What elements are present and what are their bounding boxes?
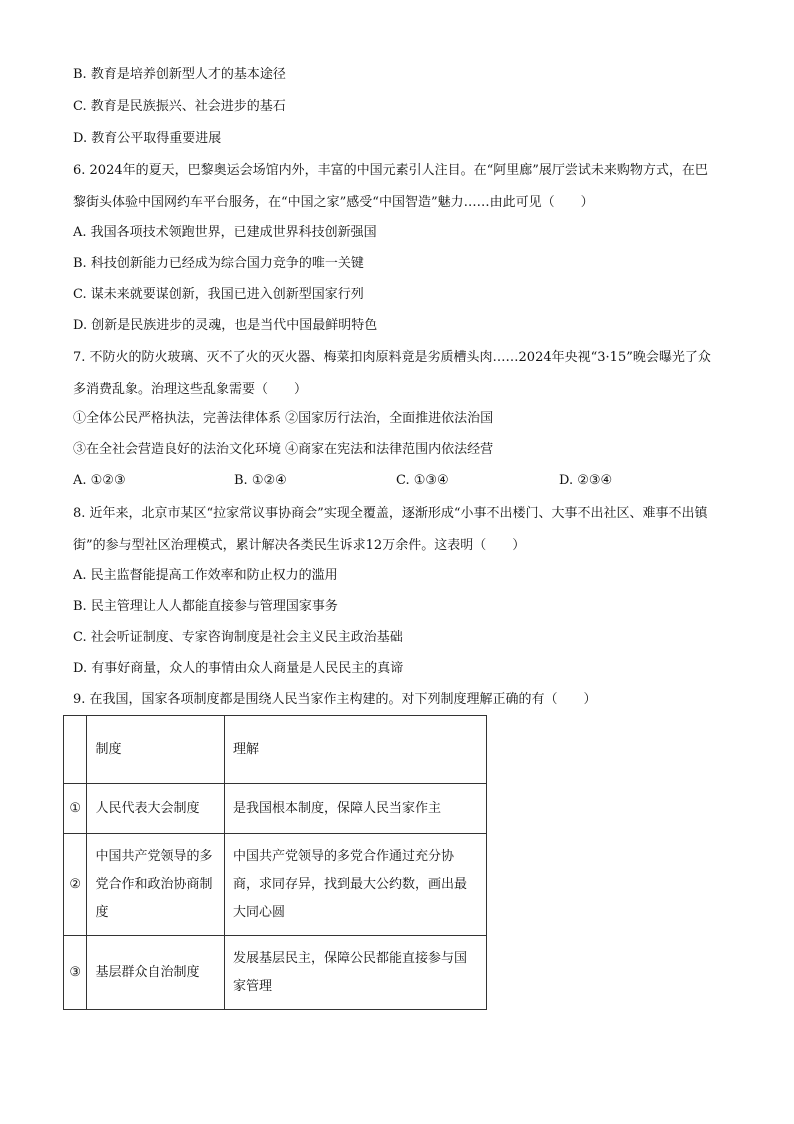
q6-option-b: B. 科技创新能力已经成为综合国力竞争的唯一关键: [73, 256, 364, 271]
q7-option-a: A. ①②③: [73, 473, 126, 488]
q7-option-d: D. ②③④: [559, 473, 613, 488]
row-number: ①: [64, 784, 87, 834]
q8-option-a: A. 民主监督能提高工作效率和防止权力的滥用: [73, 568, 338, 583]
table-header-row: [64, 716, 487, 784]
q7-items-1-2: ①全体公民严格执法，完善法律体系 ②国家厉行法治，全面推进依法治国: [73, 411, 494, 426]
row-system: 中国共产党领导的多党合作和政治协商制度: [87, 834, 225, 936]
q6-option-a: A. 我国各项技术领跑世界，已建成世界科技创新强国: [73, 225, 377, 240]
q9-stem: 9. 在我国，国家各项制度都是围绕人民当家作主构建的。对下列制度理解正确的有（ ）: [73, 692, 597, 707]
q8-option-c: C. 社会听证制度、专家咨询制度是社会主义民主政治基础: [73, 630, 403, 645]
table-row: [64, 834, 487, 936]
q8-option-d: D. 有事好商量，众人的事情由众人商量是人民民主的真谛: [73, 661, 404, 676]
q8-option-b: B. 民主管理让人人都能直接参与管理国家事务: [73, 599, 338, 614]
row-number: ③: [64, 936, 87, 1010]
row-system: 人民代表大会制度: [87, 784, 225, 834]
row-system: 基层群众自治制度: [87, 936, 225, 1010]
row-understanding: 是我国根本制度，保障人民当家作主: [225, 784, 487, 834]
header-blank-cell: [64, 716, 87, 784]
q5-option-b: B. 教育是培养创新型人才的基本途径: [73, 67, 286, 82]
q5-option-d: D. 教育公平取得重要进展: [73, 131, 222, 146]
q8-stem: 8. 近年来，北京市某区“拉家常议事协商会”实现全覆盖，逐渐形成“小事不出楼门、大事不出社区、难事不出镇街”的参与型社区治理模式，累计解决各类民生诉求12万余件。这表明（ ）: [73, 506, 708, 553]
q7-items-3-4: ③在全社会营造良好的法治文化环境 ④商家在宪法和法律范围内依法经营: [73, 442, 494, 457]
q7-stem: 7. 不防火的防火玻璃、灭不了火的灭火器、梅菜扣肉原料竟是劣质槽头肉……2024年央视“3·15”晚会曝光了众多消费乱象。治理这些乱象需要（ ）: [73, 350, 711, 397]
header-understanding-cell: 理解: [225, 716, 487, 784]
q6-option-c: C. 谋未来就要谋创新，我国已进入创新型国家行列: [73, 287, 364, 302]
table-row: [64, 936, 487, 1010]
row-understanding: 中国共产党领导的多党合作通过充分协商，求同存异，找到最大公约数，画出最大同心圆: [225, 834, 487, 936]
q6-stem: 6. 2024年的夏天，巴黎奥运会场馆内外，丰富的中国元素引人注目。在“阿里廊”展厅尝试未来购物方式，在巴黎街头体验中国网约车平台服务，在“中国之家”感受“中国智造”魅力……由此可见（ ）: [73, 163, 708, 210]
q7-option-b: B. ①②④: [234, 473, 287, 488]
q5-option-c: C. 教育是民族振兴、社会进步的基石: [73, 99, 286, 114]
q9-table: [63, 715, 487, 1010]
q6-option-d: D. 创新是民族进步的灵魂，也是当代中国最鲜明特色: [73, 318, 378, 333]
row-understanding: 发展基层民主，保障公民都能直接参与国家管理: [225, 936, 487, 1010]
header-system-cell: 制度: [87, 716, 225, 784]
q7-option-c: C. ①③④: [396, 473, 449, 488]
row-number: ②: [64, 834, 87, 936]
table-row: [64, 784, 487, 834]
